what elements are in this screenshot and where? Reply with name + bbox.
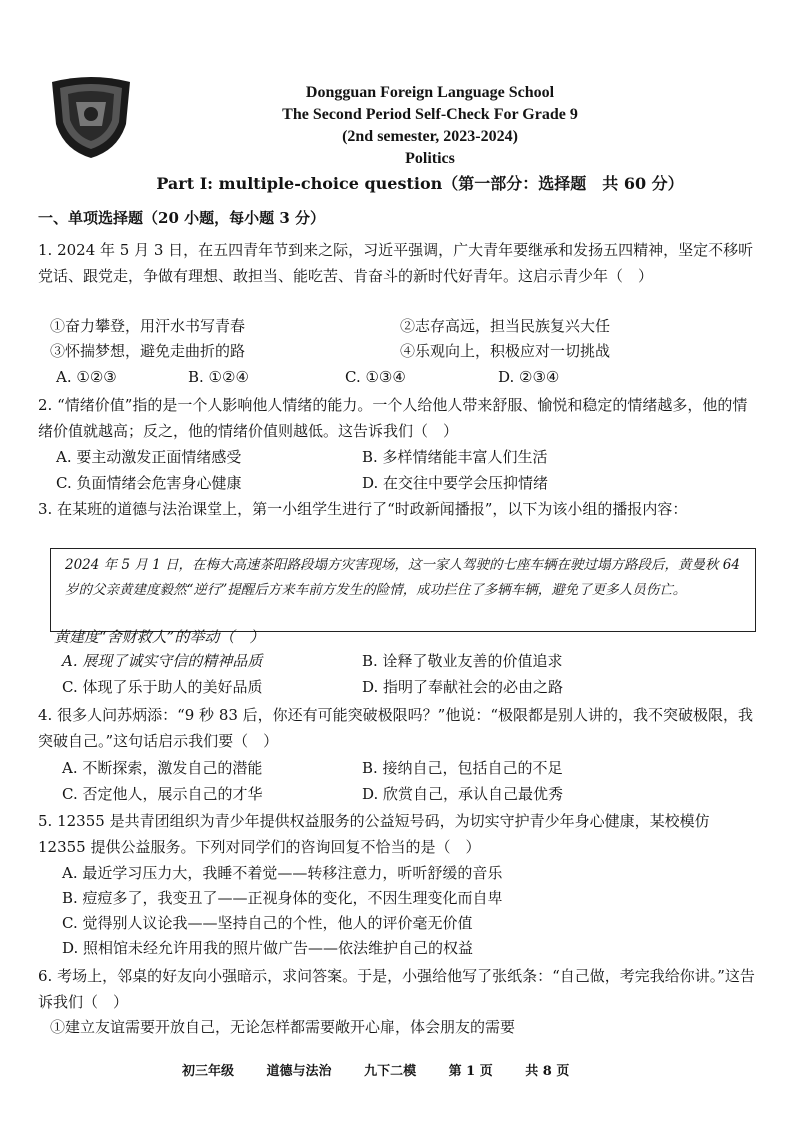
footer-course: 道德与法治 — [266, 1064, 332, 1079]
q2-option-b: B. 多样情绪能丰富人们生活 — [362, 448, 548, 466]
subject: Politics — [405, 150, 455, 167]
q5-option-a: A. 最近学习压力大，我睡不着觉——转移注意力，听听舒缓的音乐 — [62, 864, 503, 882]
question-1-stem: 1. 2024 年 5 月 3 日，在五四青年节到来之际，习近平强调，广大青年要继承和发扬五四精神，坚定不移听党话、跟党走，争做有理想、敢担当、能吃苦、肯奋斗的新时代好青年。这启示青少年（ ） — [38, 241, 754, 285]
q4-option-a: A. 不断探索，激发自己的潜能 — [62, 759, 263, 777]
footer-total: 共 8 页 — [525, 1064, 570, 1079]
q5-option-d: D. 照相馆未经允许用我的照片做广告——依法维护自己的权益 — [62, 939, 474, 957]
footer-page: 第 1 页 — [448, 1064, 493, 1079]
semester: (2nd semester, 2023-2024) — [342, 128, 518, 145]
news-report-box: 2024 年 5 月 1 日，在梅大高速茶阳路段塌方灾害现场，这一家人驾驶的七座车辆在驶过塌方路段后，黄曼秋 64 岁的父亲黄建度毅然“逆行”提醒后方来车前方发生的险情，成功拦住了多辆车辆，避免了更多人员伤亡。 — [50, 548, 756, 632]
exam-header — [150, 82, 710, 170]
question-2-stem: 2. “情绪价值”指的是一个人影响他人情绪的能力。一个人给他人带来舒服、愉悦和稳定的情绪越多，他的情绪价值就越高；反之，他的情绪价值则越低。这告诉我们（ ） — [38, 396, 748, 440]
q5-option-b: B. 痘痘多了，我变丑了——正视身体的变化，不因生理变化而自卑 — [62, 889, 503, 907]
q3-option-d: D. 指明了奉献社会的必由之路 — [362, 678, 564, 696]
q1-statement-1: ①奋力攀登，用汗水书写青春 — [50, 317, 246, 335]
q3-option-a: A. 展现了诚实守信的精神品质 — [62, 652, 263, 670]
q3-option-c: C. 体现了乐于助人的美好品质 — [62, 678, 263, 696]
footer-exam: 九下二模 — [364, 1064, 417, 1079]
question-6-stem: 6. 考场上，邻桌的好友向小强暗示，求问答案。于是，小强给他写了张纸条：“自己做，考完我给你讲。”这告诉我们（ ） — [38, 967, 755, 1011]
q6-statement-1: ①建立友谊需要开放自己，无论怎样都需要敞开心扉，体会朋友的需要 — [50, 1018, 516, 1036]
q3-prompt: 黄建度“舍财救人”的举动（ ） — [54, 628, 265, 646]
part-title: Part Ⅰ: multiple-choice question（第一部分：选择题 共 60 分） — [156, 174, 684, 193]
q4-option-d: D. 欣赏自己，承认自己最优秀 — [362, 785, 564, 803]
q2-option-d: D. 在交往中要学会压抑情绪 — [362, 474, 549, 492]
q1-option-b: B. ①②④ — [188, 368, 249, 386]
school-name: Dongguan Foreign Language School — [305, 84, 555, 101]
footer-grade: 初三年级 — [182, 1064, 235, 1079]
q1-option-a: A. ①②③ — [56, 368, 117, 386]
school-crest-icon — [46, 76, 136, 160]
q1-statement-2: ②志存高远，担当民族复兴大任 — [400, 317, 611, 335]
q4-option-b: B. 接纳自己，包括自己的不足 — [362, 759, 563, 777]
question-5-stem: 5. 12355 是共青团组织为青少年提供权益服务的公益短号码，为切实守护青少年身心健康，某校模仿 12355 提供公益服务。下列对同学们的咨询回复不恰当的是（ ） — [38, 812, 710, 856]
q4-option-c: C. 否定他人，展示自己的才华 — [62, 785, 263, 803]
q2-option-c: C. 负面情绪会危害身心健康 — [56, 474, 242, 492]
q5-option-c: C. 觉得别人议论我——坚持自己的个性，他人的评价毫无价值 — [62, 914, 473, 932]
q1-option-d: D. ②③④ — [498, 368, 560, 386]
q2-option-a: A. 要主动激发正面情绪感受 — [56, 448, 242, 466]
section-heading: 一、单项选择题（20 小题，每小题 3 分） — [38, 209, 325, 227]
q1-statement-4: ④乐观向上，积极应对一切挑战 — [400, 342, 611, 360]
question-4-stem: 4. 很多人问苏炳添：“9 秒 83 后，你还有可能突破极限吗？”他说：“极限都是别人讲的，我不突破极限，我突破自己。”这句话启示我们要（ ） — [38, 706, 754, 750]
q1-option-c: C. ①③④ — [345, 368, 406, 386]
page-footer — [182, 1060, 597, 1079]
q3-option-b: B. 诠释了敬业友善的价值追求 — [362, 652, 563, 670]
question-3-stem: 3. 在某班的道德与法治课堂上，第一小组学生进行了“时政新闻播报”，以下为该小组的播报内容： — [38, 500, 688, 518]
exam-name: The Second Period Self-Check For Grade 9 — [282, 106, 578, 123]
q1-statement-3: ③怀揣梦想，避免走曲折的路 — [50, 342, 246, 360]
